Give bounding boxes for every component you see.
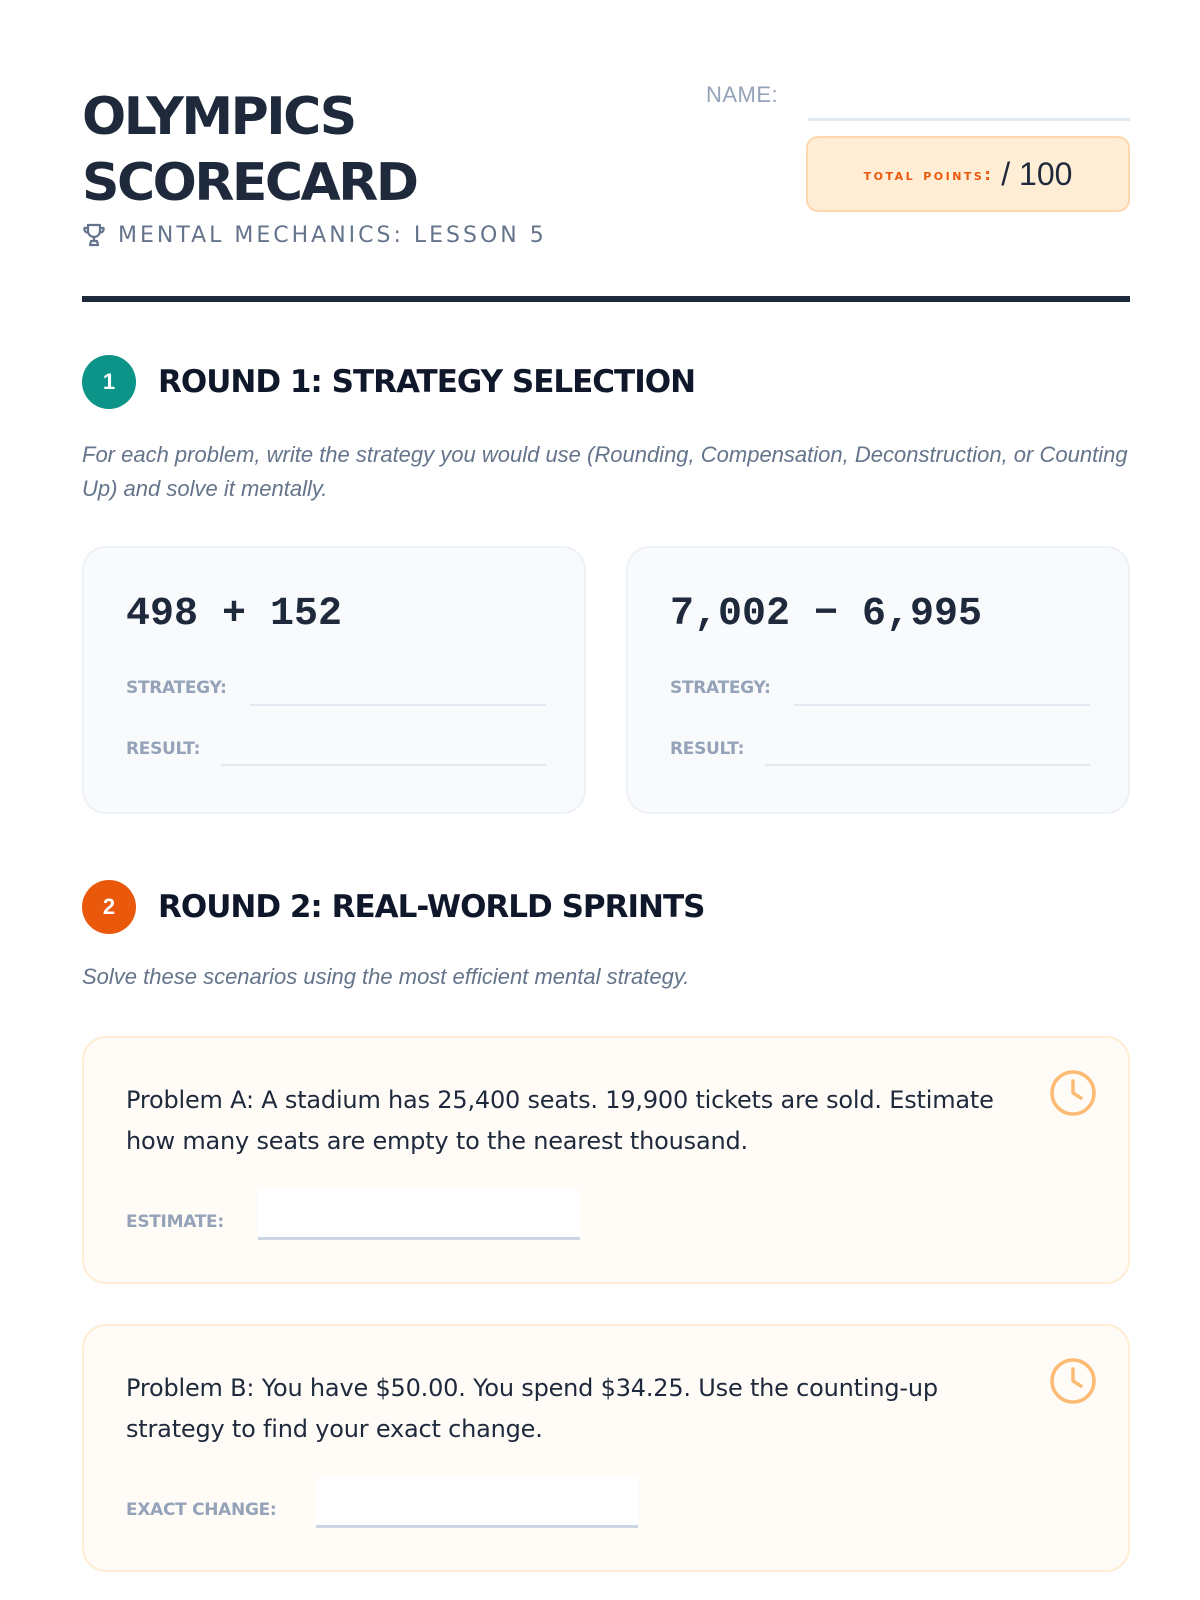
clock-icon — [1048, 1068, 1098, 1123]
round-1-title: ROUND 1: STRATEGY SELECTION — [158, 364, 696, 400]
problem-card-2 — [626, 546, 1130, 814]
scorecard-page — [82, 0, 1130, 1600]
total-points-value: / 100 — [1001, 155, 1073, 192]
scenario-card-a — [82, 1036, 1130, 1284]
estimate-field[interactable] — [258, 1188, 580, 1240]
name-field[interactable] — [808, 118, 1130, 121]
round-1-badge: 1 — [82, 355, 136, 409]
strategy-field[interactable] — [794, 704, 1090, 706]
result-field[interactable] — [221, 764, 546, 766]
strategy-label: STRATEGY: — [670, 678, 771, 698]
result-field[interactable] — [765, 764, 1090, 766]
problem-card-1 — [82, 546, 586, 814]
round-2-heading — [82, 880, 704, 934]
scenario-text: Problem A: A stadium has 25,400 seats. 19,900 tickets are sold. Estimate how many seats are empty to the nearest thousand. — [126, 1086, 994, 1155]
round-2-title: ROUND 2: REAL-WORLD SPRINTS — [158, 889, 705, 925]
total-points-label: total points: — [863, 164, 994, 184]
title-line-1: OLYMPICS — [82, 87, 355, 147]
scenario-card-b — [82, 1324, 1130, 1572]
lesson-subtitle — [82, 222, 547, 248]
problem-expression: 498 + 152 — [126, 592, 343, 637]
round-1-heading — [82, 355, 695, 409]
name-label: NAME: — [706, 82, 779, 107]
exact-change-field[interactable] — [316, 1476, 638, 1528]
problem-expression: 7,002 − 6,995 — [670, 592, 983, 637]
round-1-instructions: For each problem, write the strategy you would use (Rounding, Compensation, Deconstruction, or Counting Up) and solve it mentally. — [82, 442, 1128, 501]
page-title — [82, 84, 417, 216]
title-line-2: SCORECARD — [82, 153, 417, 213]
header-divider — [82, 296, 1130, 302]
scenario-text: Problem B: You have $50.00. You spend $34.25. Use the counting-up strategy to find your exact change. — [126, 1374, 938, 1443]
total-points-box — [806, 136, 1130, 212]
strategy-label: STRATEGY: — [126, 678, 227, 698]
round-2-instructions: Solve these scenarios using the most efficient mental strategy. — [82, 964, 690, 989]
round-2-badge: 2 — [82, 880, 136, 934]
clock-icon — [1048, 1356, 1098, 1411]
result-label: RESULT: — [126, 739, 201, 759]
trophy-icon — [82, 222, 106, 248]
estimate-label: ESTIMATE: — [126, 1212, 224, 1232]
strategy-field[interactable] — [250, 704, 546, 706]
result-label: RESULT: — [670, 739, 745, 759]
exact-change-label: EXACT CHANGE: — [126, 1500, 277, 1520]
subtitle-text: MENTAL MECHANICS: LESSON 5 — [118, 222, 547, 248]
